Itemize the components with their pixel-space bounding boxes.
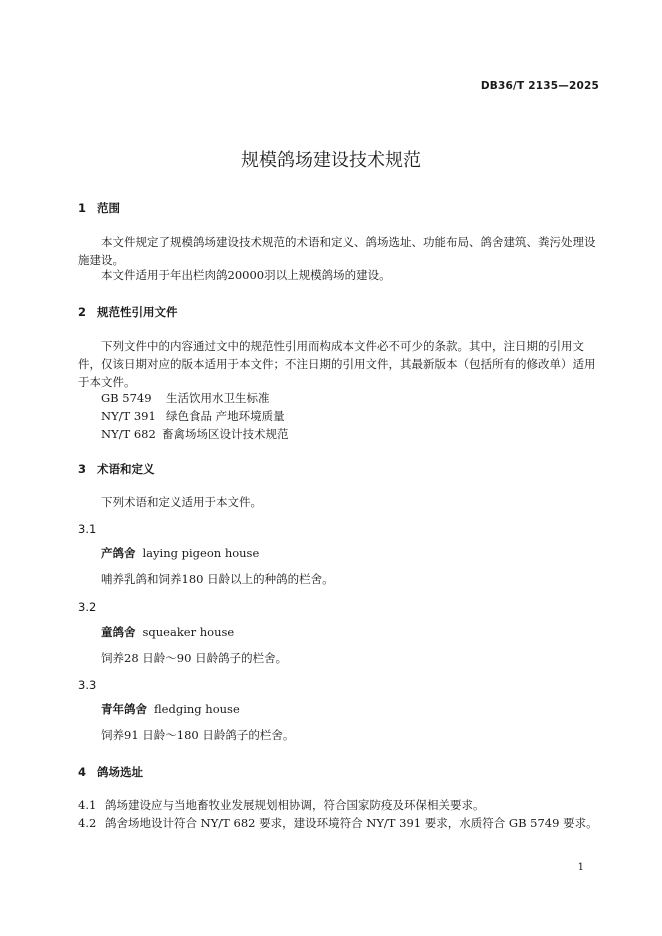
reference-title: 生活饮用水卫生标准 [166, 391, 270, 405]
section-3-heading [78, 461, 155, 477]
clause-number: 4.1 [78, 798, 97, 812]
reference-title: 畜禽场场区设计技术规范 [162, 427, 289, 441]
term-number: 3.1 [78, 522, 97, 536]
paragraph: 本文件适用于年出栏肉鸽20000羽以上规模鸽场的建设。 [101, 268, 391, 282]
term-english: squeaker house [142, 625, 235, 639]
section-title: 范围 [97, 201, 120, 215]
reference-item [101, 408, 285, 424]
term-definition: 饲养91 日龄～180 日龄鸽子的栏舍。 [101, 728, 295, 742]
paragraph: 下列术语和定义适用于本文件。 [101, 495, 262, 509]
term-english: laying pigeon house [142, 546, 260, 560]
term-definition: 哺养乳鸽和饲养180 日龄以上的种鸽的栏舍。 [101, 572, 334, 586]
term-definition: 饲养28 日龄～90 日龄鸽子的栏舍。 [101, 651, 288, 665]
term-entry [101, 624, 234, 640]
reference-code: NY/T 682 [101, 427, 156, 441]
reference-item [101, 390, 270, 406]
term-entry [101, 701, 240, 717]
section-number: 2 [78, 305, 87, 319]
term-number: 3.2 [78, 600, 97, 614]
term-english: fledging house [154, 702, 240, 716]
section-1-heading [78, 200, 120, 216]
document-title: 规模鸽场建设技术规范 [241, 150, 421, 171]
section-number: 3 [78, 462, 87, 476]
paragraph: 下列文件中的内容通过文中的规范性引用而构成本文件必不可少的条款。其中，注日期的引用文件，仅该日期对应的版本适用于本文件；不注日期的引用文件，其最新版本（包括所有的修改单）适用于本文件。 [78, 339, 596, 389]
page-number: 1 [577, 862, 584, 873]
reference-item [101, 426, 289, 442]
standard-number: DB36/T 2135—2025 [480, 80, 599, 92]
term-chinese: 童鸽舍 [101, 625, 136, 639]
term-chinese: 青年鸽舍 [101, 702, 147, 716]
clause-item [78, 797, 485, 813]
reference-code: NY/T 391 [101, 409, 156, 423]
section-title: 术语和定义 [97, 462, 155, 476]
section-title: 规范性引用文件 [97, 305, 178, 319]
term-number: 3.3 [78, 678, 97, 692]
clause-item [78, 815, 598, 831]
section-4-heading [78, 764, 143, 780]
clause-text: 鸽舍场地设计符合 NY/T 682 要求，建设环境符合 NY/T 391 要求，水质符合 GB 5749 要求。 [105, 816, 598, 830]
section-2-heading [78, 304, 178, 320]
reference-title: 绿色食品 产地环境质量 [166, 409, 285, 423]
section-number: 1 [78, 201, 87, 215]
section-title: 鸽场选址 [97, 765, 143, 779]
term-chinese: 产鸽舍 [101, 546, 136, 560]
reference-code: GB 5749 [101, 391, 152, 405]
clause-text: 鸽场建设应与当地畜牧业发展规划相协调，符合国家防疫及环保相关要求。 [105, 798, 485, 812]
section-number: 4 [78, 765, 87, 779]
paragraph: 本文件规定了规模鸽场建设技术规范的术语和定义、鸽场选址、功能布局、鸽舍建筑、粪污处理设施建设。 [78, 235, 596, 267]
term-entry [101, 545, 259, 561]
clause-number: 4.2 [78, 816, 97, 830]
